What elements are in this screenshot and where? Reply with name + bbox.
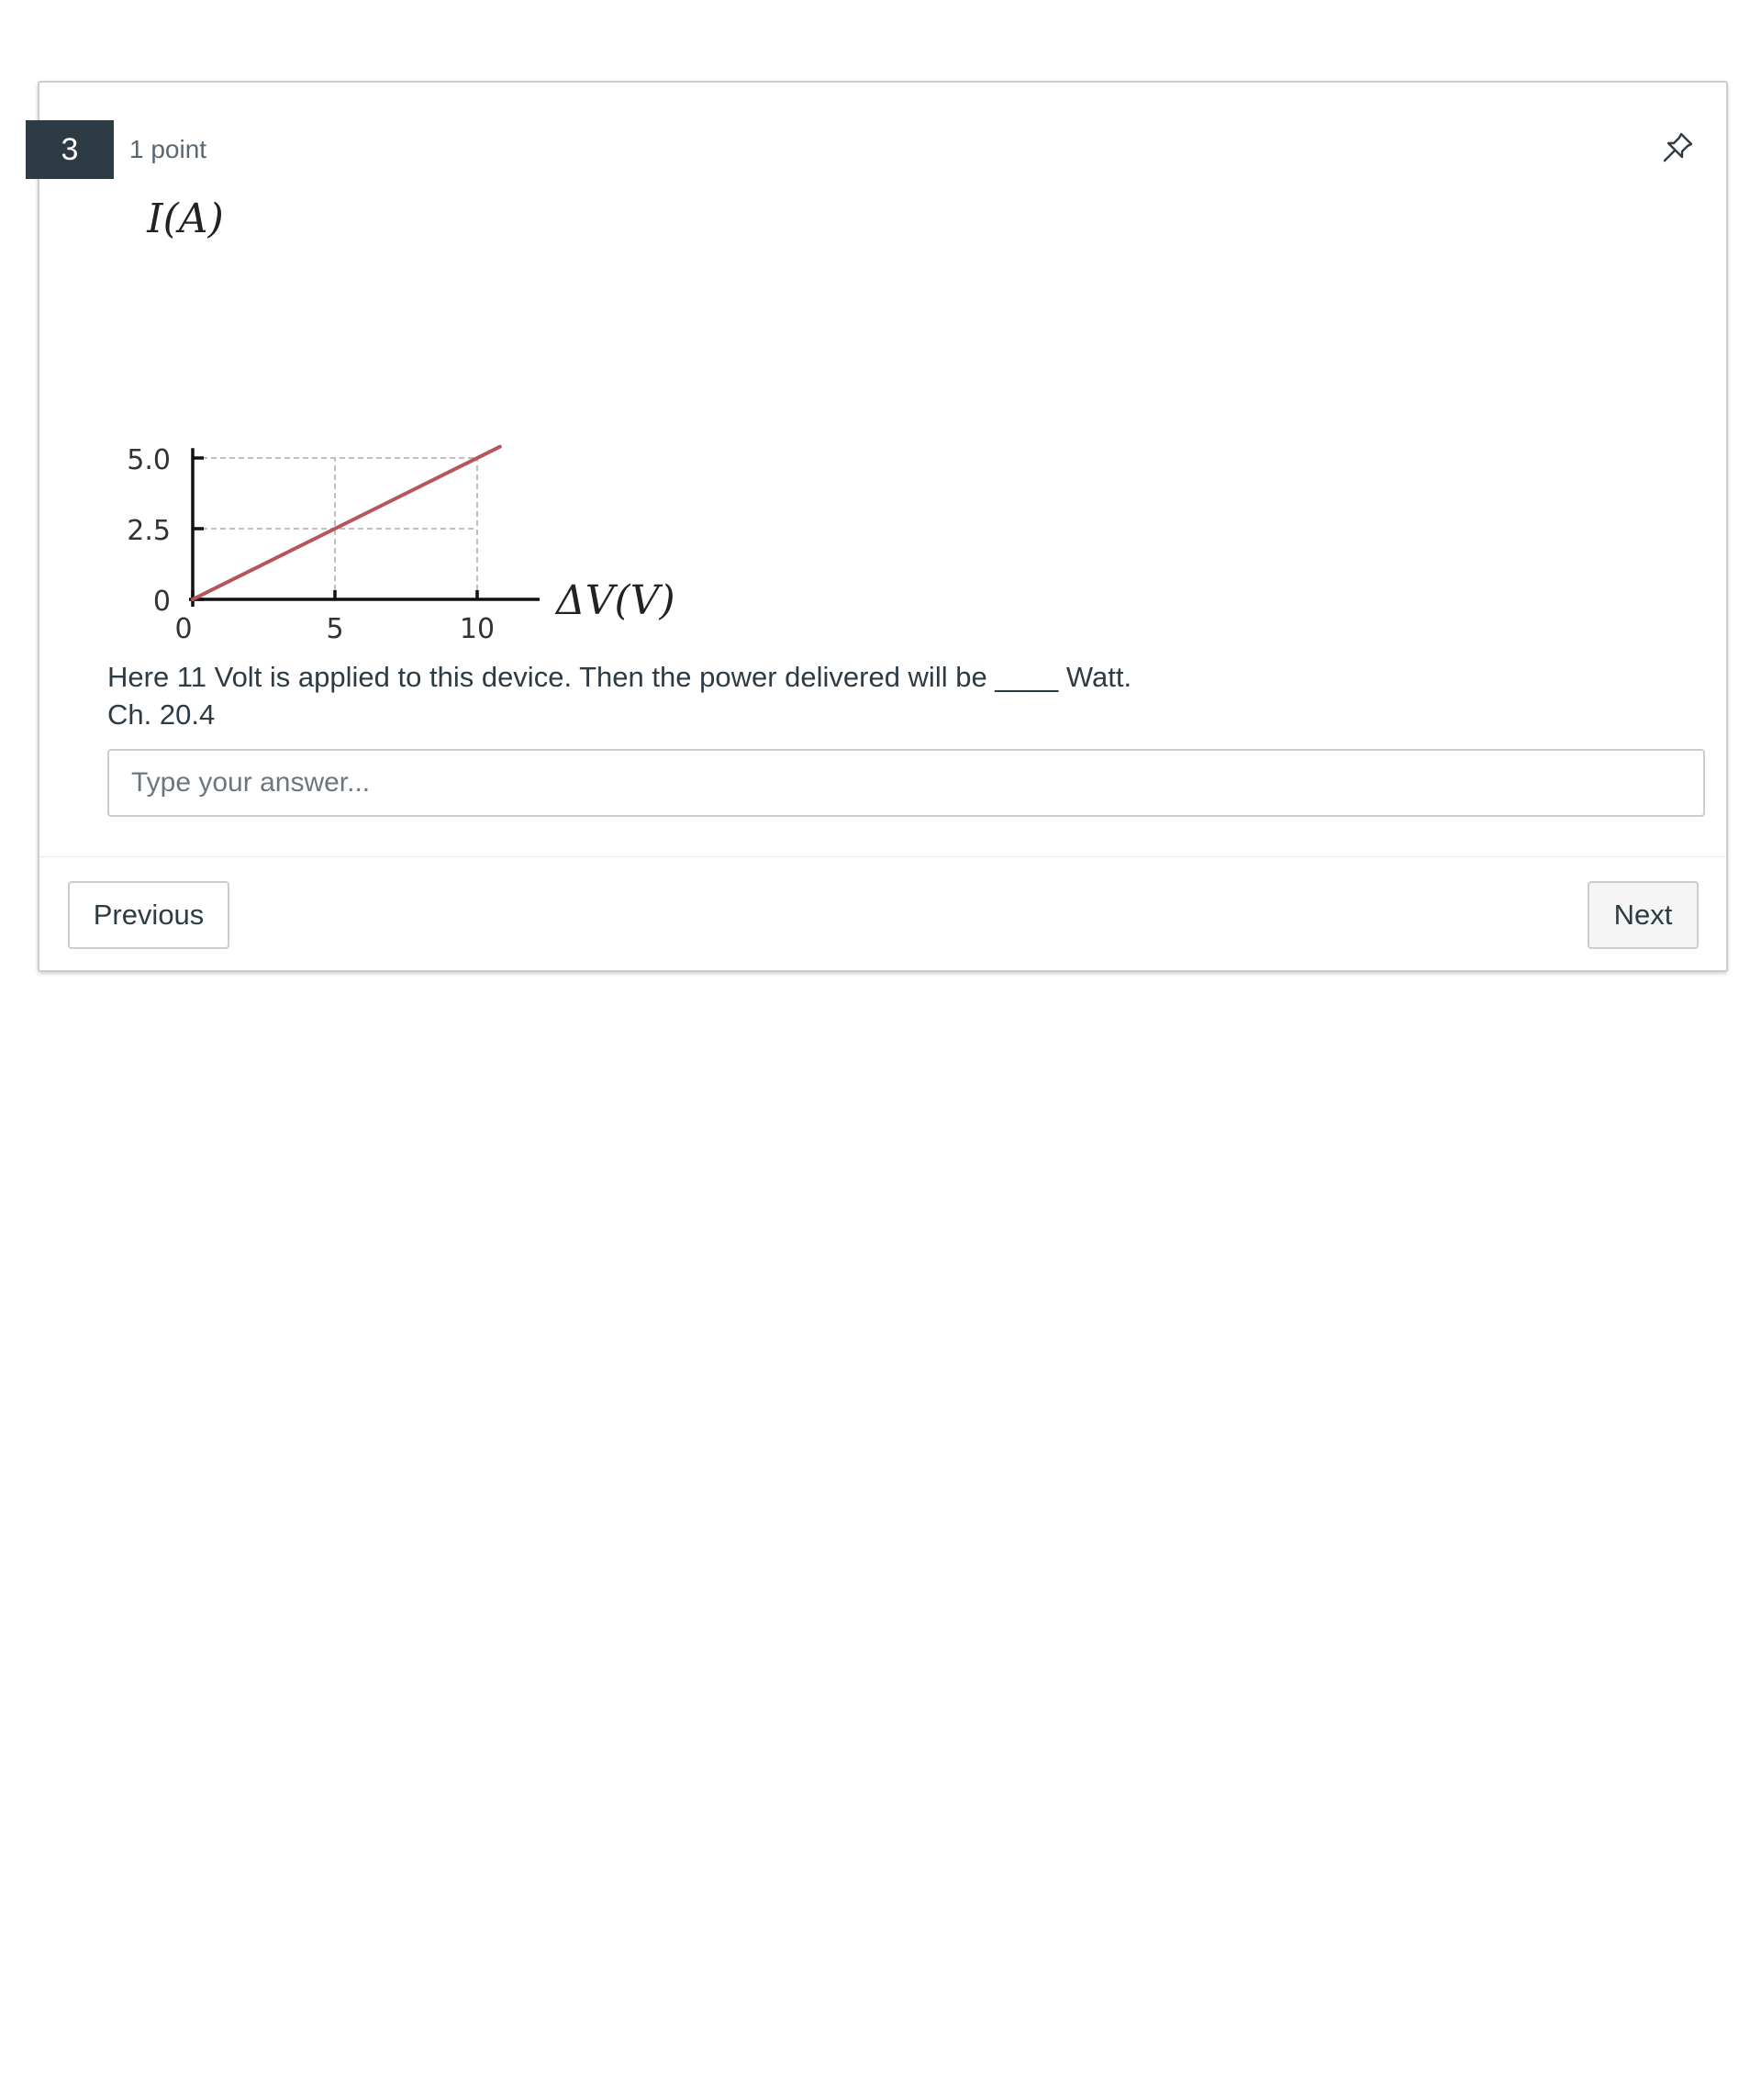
chart-ticks xyxy=(127,444,495,645)
question-points: 1 point xyxy=(129,135,207,163)
chart-axes xyxy=(189,448,540,607)
y-tick-label-0: 0 xyxy=(152,586,171,618)
pin-icon[interactable] xyxy=(1659,129,1696,166)
question-reference: Ch. 20.4 xyxy=(107,698,216,731)
x-tick-label-2: 10 xyxy=(459,613,496,645)
question-prompt: Here 11 Volt is applied to this device. Then the power delivered will be ____ Watt. xyxy=(107,661,1132,693)
x-axis-label: ΔV(V) xyxy=(556,577,675,624)
y-tick-label-2: 5.0 xyxy=(127,444,171,476)
chart-series xyxy=(193,447,500,599)
next-button[interactable]: Next xyxy=(1588,881,1699,949)
previous-button[interactable]: Previous xyxy=(68,881,229,949)
y-axis-label: I(A) xyxy=(147,195,224,242)
question-text xyxy=(107,658,1131,733)
answer-input[interactable] xyxy=(107,749,1705,817)
chart-labels xyxy=(146,195,674,624)
iv-chart xyxy=(110,188,679,647)
x-tick-label-1: 5 xyxy=(326,613,344,645)
series-line-0 xyxy=(193,447,500,599)
x-tick-label-0: 0 xyxy=(174,613,193,645)
footer-divider xyxy=(39,856,1726,857)
question-number-badge: 3 xyxy=(26,120,114,179)
y-tick-label-1: 2.5 xyxy=(127,515,171,547)
